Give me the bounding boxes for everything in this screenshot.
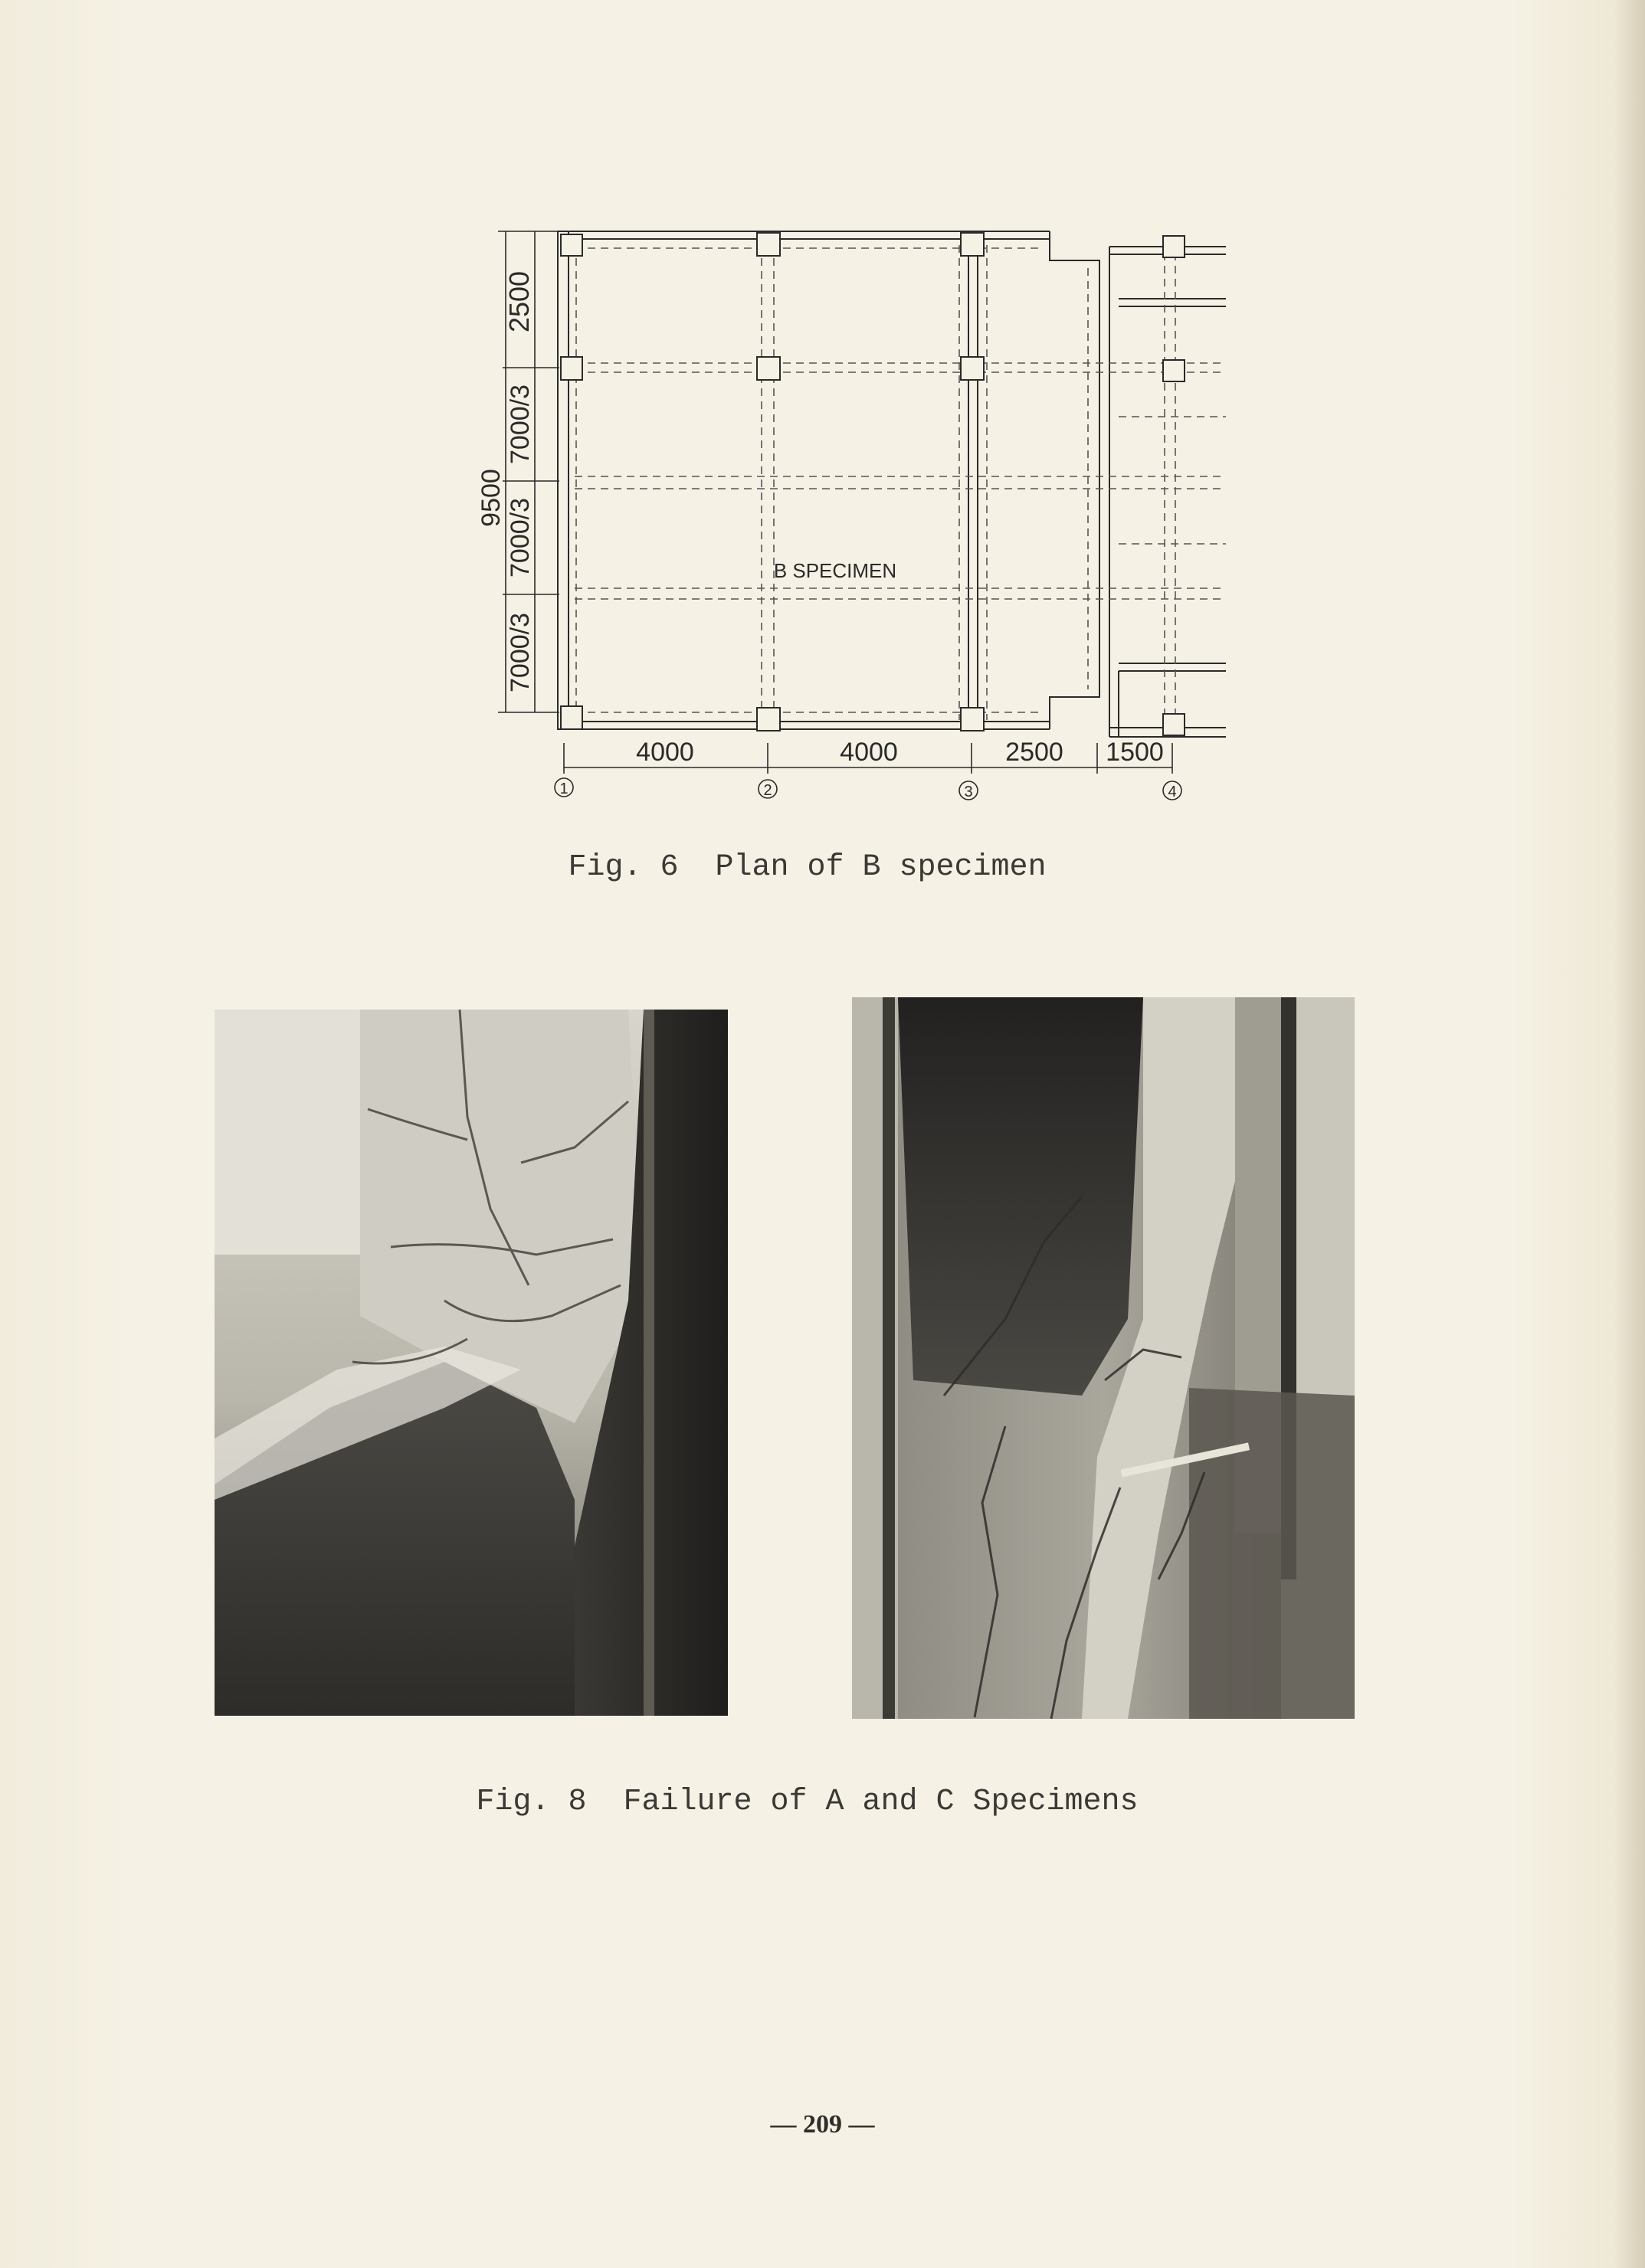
dim-vertical-3: 7000/3 (506, 498, 535, 578)
dim-horizontal-2: 4000 (840, 738, 898, 767)
wall-left (558, 231, 569, 729)
specimen-label: B SPECIMEN (773, 559, 897, 582)
page-binding-shadow (1614, 0, 1645, 2268)
dim-9500: 9500 (477, 469, 506, 527)
figure-6-caption: Fig. 6 Plan of B specimen (568, 850, 1047, 885)
grid-bubble-3: 3 (964, 784, 973, 800)
dim-horizontal-4: 1500 (1106, 738, 1164, 767)
photo-specimen-a-failure (215, 1010, 728, 1716)
grid-bubble-2: 2 (763, 782, 772, 799)
columns (561, 233, 1185, 735)
dim-horizontal-1: 4000 (636, 738, 694, 767)
dim-vertical-2: 7000/3 (506, 385, 535, 464)
figure-6-plan-drawing (460, 222, 1241, 820)
beam-grid (575, 245, 1226, 728)
photo-specimen-c-failure (852, 997, 1355, 1719)
wall-right-notch (1050, 231, 1099, 729)
dim-horizontal-3: 2500 (1005, 738, 1063, 767)
dim-vertical-1: 2500 (503, 270, 535, 333)
page-number: — 209 — (770, 2110, 875, 2139)
figure-8-caption: Fig. 8 Failure of A and C Specimens (476, 1785, 1139, 1819)
grid-bubble-4: 4 (1168, 784, 1177, 800)
grid-bubble-1: 1 (559, 781, 569, 797)
dim-vertical-4: 7000/3 (506, 613, 535, 692)
